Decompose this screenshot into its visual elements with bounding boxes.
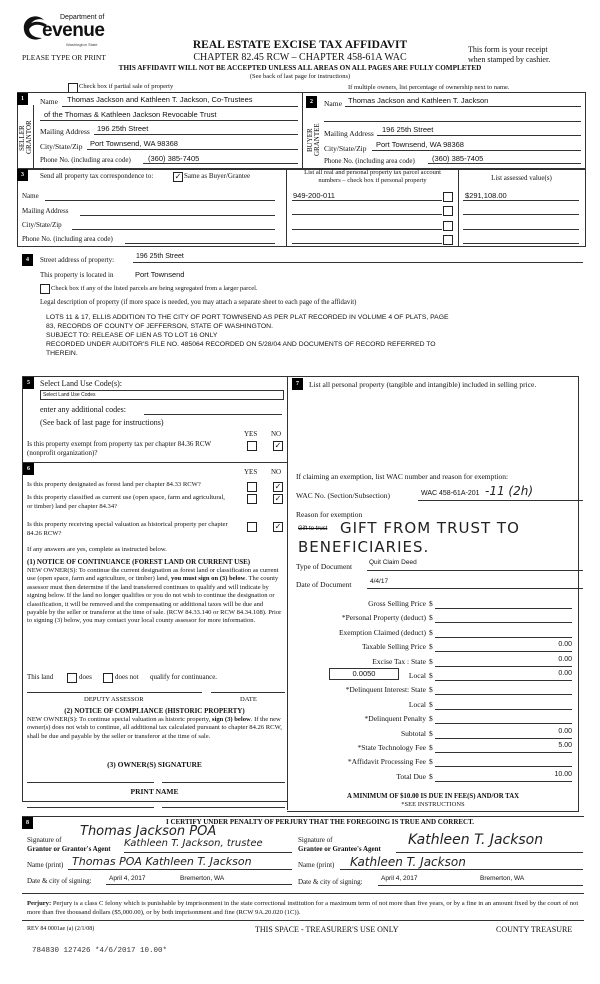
dor-logo	[22, 12, 112, 52]
fee-value[interactable]: 0.00	[435, 670, 572, 681]
fee-row	[290, 698, 584, 712]
seller-label: SELLER	[18, 125, 26, 151]
perjury-notice	[27, 899, 587, 917]
fee-label: Total Due	[396, 771, 426, 781]
grantee-date[interactable]: April 4, 2017	[381, 875, 418, 882]
personal-property-checkbox[interactable]	[443, 235, 453, 245]
exemption-label: If claiming an exemption, list WAC number and reason for exemption:	[296, 472, 509, 481]
form-subtitle: CHAPTER 82.45 RCW – CHAPTER 458-61A WAC	[193, 52, 407, 63]
grantee-date-underline	[378, 885, 583, 886]
completion-warning: THIS AFFIDAVIT WILL NOT BE ACCEPTED UNLESS ALL AREAS ON ALL PAGES ARE FULLY COMPLETED	[118, 64, 482, 72]
does-not-checkbox[interactable]	[103, 673, 113, 683]
land-use-select-value: Select Land Use Codes	[43, 392, 96, 398]
grantor-label: GRANTOR	[25, 120, 33, 154]
assessed-value[interactable]: $291,108.00	[465, 191, 507, 200]
fee-row	[290, 597, 584, 611]
grantee-signature-line	[396, 852, 583, 853]
grantor-city[interactable]: Bremerton, WA	[180, 875, 225, 882]
section-7-badge: 7	[292, 378, 303, 390]
land-use-label: Select Land Use Code(s):	[40, 379, 122, 388]
instructions-note: (See back of last page for instructions)	[249, 73, 351, 80]
grantee-city[interactable]: Bremerton, WA	[480, 875, 525, 882]
s8-top-rule	[22, 816, 584, 817]
print-name-line-2[interactable]	[162, 807, 285, 808]
legal-line: SUBJECT TO: RELEASE OF LIEN AS TO LOT 16 ONLY	[46, 332, 218, 339]
section-4-badge: 4	[22, 254, 33, 266]
fee-label: Exemption Claimed (deduct)	[338, 627, 426, 637]
no-header: NO	[271, 430, 282, 438]
seller-mailing[interactable]: 196 25th Street	[97, 124, 149, 133]
buyer-city-underline	[372, 150, 581, 151]
fee-currency: $	[429, 757, 433, 767]
buyer-mailing-underline	[377, 135, 581, 136]
fee-value[interactable]	[435, 598, 572, 609]
fee-currency: $	[429, 771, 433, 781]
seller-name2-underline	[40, 120, 298, 121]
section-2-badge: 2	[306, 96, 317, 108]
s3-city-label: City/State/Zip	[22, 221, 62, 229]
wac-label: WAC No. (Section/Subsection)	[296, 491, 390, 500]
treasurer-use-label: THIS SPACE - TREASURER'S USE ONLY	[255, 925, 399, 934]
continuance-text	[27, 567, 283, 626]
additional-codes-label: enter any additional codes:	[40, 405, 126, 414]
fee-label: Subtotal	[400, 728, 426, 738]
segregated-label: Check box if any of the listed parcels are being segregated from a larger parcel.	[51, 285, 258, 292]
street-address-underline	[133, 262, 583, 263]
forest-no-checkbox[interactable]: ✓	[274, 482, 282, 491]
continuance-title: (1) NOTICE OF CONTINUANCE (FOREST LAND OR CURRENT USE)	[27, 558, 251, 566]
deputy-assessor-label: DEPUTY ASSESSOR	[84, 696, 144, 703]
buyer-name-line1[interactable]: Thomas Jackson and Kathleen T. Jackson	[348, 96, 489, 105]
treasurer-stamp: 784830 127426 *4/6/2017 10.00*	[32, 947, 168, 955]
fee-label: *Personal Property (deduct)	[341, 613, 426, 623]
street-address-label: Street address of property:	[40, 256, 115, 264]
doc-type-underline	[367, 570, 583, 571]
located-in-label: This property is located in	[40, 271, 114, 279]
forest-yes-checkbox[interactable]	[247, 482, 257, 492]
seller-mailing-underline	[94, 134, 298, 135]
print-name-line[interactable]	[27, 807, 154, 808]
buyer-phone[interactable]: (360) 385-7405	[432, 154, 484, 163]
grantor-name-print[interactable]: Thomas POA Kathleen T. Jackson	[72, 855, 252, 868]
section-1-badge: 1	[17, 93, 28, 105]
section-divider	[302, 92, 303, 169]
county-treasurer-label: COUNTY TREASURE	[496, 925, 573, 934]
grantor-name-underline	[68, 869, 292, 870]
buyer-name2-underline	[324, 121, 581, 122]
legal-description[interactable]	[46, 313, 449, 358]
legal-line: RECORDED UNDER AUDITOR'S FILE NO. 485064 RECORDED ON 5/28/04 AND DOCUMENTS OF RECORD REFERRED TO	[46, 341, 436, 348]
logo-main-text: evenue	[42, 20, 105, 41]
additional-codes-input[interactable]	[144, 414, 282, 415]
fee-value[interactable]	[435, 699, 572, 710]
fee-currency: $	[429, 699, 433, 709]
buyer-mailing[interactable]: 196 25th Street	[382, 125, 434, 134]
fee-row	[290, 655, 584, 669]
s8-bottom-rule	[22, 893, 584, 894]
perjury-text: Perjury is a class C felony which is punishable by imprisonment in the state correctional institution for a maximum term of not more than five years, or by a fine in an amount fixed by the court of not more than five thousand dollars ($5,000.00), or by both imprisonment and fine (RCW 9A.20.020 (1C)).	[27, 900, 579, 916]
assessed-underline[interactable]	[463, 214, 579, 215]
grantee-name-print-label: Name (print)	[298, 861, 335, 869]
buyer-city-label: City/State/Zip	[324, 144, 367, 153]
seller-name-line2[interactable]: of the Thomas & Kathleen Jackson Revocable Trust	[44, 110, 217, 119]
same-as-buyer-checkbox[interactable]: ✓	[174, 172, 182, 181]
grantor-date[interactable]: April 4, 2017	[109, 875, 146, 882]
print-name-label: PRINT NAME	[130, 787, 179, 796]
fee-row	[290, 755, 584, 769]
parcel-number[interactable]: 949-200-011	[293, 191, 335, 200]
s3-mailing-underline[interactable]	[80, 215, 275, 216]
segregated-checkbox[interactable]	[40, 284, 50, 294]
fee-row	[290, 741, 584, 755]
reason-label: Reason for exemption	[296, 510, 363, 519]
owner-signature-line[interactable]	[27, 782, 154, 783]
please-type-label: PLEASE TYPE OR PRINT	[22, 53, 106, 62]
fee-label: Local	[408, 699, 426, 709]
street-address[interactable]: 196 25th Street	[136, 253, 184, 260]
grantee-name-underline	[340, 869, 583, 870]
grantee-name-print[interactable]: Kathleen T. Jackson	[350, 855, 466, 869]
assessed-underline[interactable]	[463, 229, 579, 230]
does-label: does	[79, 673, 92, 681]
assessed-underline	[463, 200, 579, 201]
legal-line: LOTS 11 & 17, ELLIS ADDITION TO THE CITY OF PORT TOWNSEND AS PER PLAT RECORDED IN VOLUME 4 OF PLATS, PAGE	[46, 314, 449, 321]
reason-handwritten[interactable]: GIFT FROM TRUST TO BENEFICIARIES.	[298, 519, 520, 556]
buyer-label: BUYER	[306, 128, 314, 152]
fee-value[interactable]	[435, 756, 572, 767]
grantee-agent-label: Grantee or Grantee's Agent	[298, 845, 381, 853]
exempt-question: Is this property exempt from property tax per chapter 84.36 RCW (nonprofit organization)?	[27, 440, 211, 457]
seller-phone-underline	[143, 163, 298, 164]
local-rate-box[interactable]	[329, 668, 399, 680]
buyer-phone-underline	[428, 163, 581, 164]
compliance-text	[27, 716, 283, 741]
grantor-signature-1[interactable]: Thomas Jackson POA	[80, 824, 217, 839]
certify-statement: I CERTIFY UNDER PENALTY OF PERJURY THAT THE FOREGOING IS TRUE AND CORRECT.	[165, 818, 474, 826]
fee-value[interactable]	[435, 713, 572, 724]
historic-yes-checkbox[interactable]	[247, 522, 257, 532]
fee-currency: $	[429, 613, 433, 623]
grantor-date-underline	[106, 884, 292, 885]
parcel-underline[interactable]	[292, 214, 442, 215]
personal-property-checkbox[interactable]	[443, 221, 453, 231]
s3-city-underline[interactable]	[72, 229, 275, 230]
s3-name-underline[interactable]	[45, 200, 275, 201]
receipt-note-1: This form is your receipt	[468, 45, 548, 54]
does-checkbox[interactable]	[67, 673, 77, 683]
fee-label: Gross Selling Price	[368, 599, 426, 608]
logo-top-text: Department of	[60, 14, 105, 21]
fee-row	[290, 727, 584, 741]
current-use-yes-checkbox[interactable]	[247, 494, 257, 504]
fee-value[interactable]: 5.00	[435, 742, 572, 753]
buyer-side-label	[306, 118, 320, 166]
if-yes-note: If any answers are yes, complete as instructed below.	[27, 546, 167, 553]
s3-mailing-label: Mailing Address	[22, 207, 69, 215]
this-land-label: This land	[27, 673, 54, 681]
seller-mailing-label: Mailing Address	[40, 127, 90, 136]
doc-type-label: Type of Document	[296, 562, 353, 571]
fee-currency: $	[429, 599, 433, 608]
exempt-yes-checkbox[interactable]	[247, 441, 257, 451]
grantor-date-city-label: Date & city of signing:	[27, 877, 92, 885]
footer-rule	[22, 920, 584, 921]
assessor-date-line[interactable]	[211, 692, 285, 693]
grantor-agent-label: Grantor or Grantor's Agent	[27, 845, 111, 853]
partial-sale-label: Check box if partial sale of property	[79, 83, 174, 90]
fee-currency: $	[429, 728, 433, 738]
compliance-text-b: . If the new owner(s) does not wish to continue, all additional tax calculated pursuant to chapter 84.26 RCW, shall be due and payable by the seller or transferor at the time of sale.	[27, 716, 282, 740]
historic-no-checkbox[interactable]: ✓	[274, 522, 282, 531]
s6-yes-header: YES	[244, 468, 258, 476]
grantor-sig-of-label: Signature of	[27, 836, 62, 844]
fee-label: Excise Tax : State	[372, 656, 426, 666]
legal-line: 83, RECORDS OF COUNTY OF JEFFERSON, STATE OF WASHINGTON.	[46, 323, 273, 330]
doc-date[interactable]: 4/4/17	[370, 578, 389, 585]
fee-currency: $	[429, 714, 433, 724]
fee-value[interactable]	[435, 684, 572, 695]
seller-city-label: City/State/Zip	[40, 142, 83, 151]
buyer-name-underline	[345, 106, 581, 107]
section-6-badge: 6	[23, 463, 34, 475]
perjury-bold: Perjury:	[27, 900, 52, 907]
grantee-sig-of-label: Signature of	[298, 836, 333, 844]
fee-row	[290, 683, 584, 697]
receipt-note-2: when stamped by cashier.	[468, 55, 551, 64]
fee-label: *Delinquent Interest: State	[345, 685, 426, 695]
s3-phone-label: Phone No. (including area code)	[22, 235, 113, 243]
forest-land-question: Is this property designated as forest land per chapter 84.33 RCW?	[27, 481, 201, 488]
seller-phone[interactable]: (360) 385-7405	[148, 154, 200, 163]
continuance-text-a: NEW OWNER(S): To continue the current designation as forest land or classification as current use (open space, farm and agriculture, or timber) land,	[27, 567, 279, 583]
grantor-signature-line	[124, 852, 292, 853]
grantee-date-city-label: Date & city of signing:	[298, 878, 363, 886]
compliance-text-a: NEW OWNER(S): To continue special valuation as historic property,	[27, 716, 212, 723]
date-label: DATE	[240, 696, 257, 703]
fee-currency: $	[429, 656, 433, 666]
same-as-buyer-label: Same as Buyer/Grantee	[184, 172, 251, 180]
see-instructions: *SEE INSTRUCTIONS	[401, 801, 465, 808]
fee-label: Local	[408, 671, 426, 680]
seller-phone-label: Phone No. (including area code)	[40, 156, 131, 164]
parcel-underline[interactable]	[292, 229, 442, 230]
fee-value[interactable]	[435, 612, 572, 623]
current-use-question: Is this property classified as current use (open space, farm and agricultural, or timber) land per chapter 84.34?	[27, 494, 225, 510]
s5-6-divider	[22, 462, 287, 463]
buyer-phone-label: Phone No. (including area code)	[324, 157, 415, 165]
parcel-underline	[292, 200, 442, 201]
see-back-note: (See back of last page for instructions)	[40, 418, 164, 427]
minimum-note: A MINIMUM OF $10.00 IS DUE IN FEE(S) AND/OR TAX	[346, 793, 520, 800]
assessed-header: List assessed value(s)	[491, 174, 552, 182]
send-correspondence-label: Send all property tax correspondence to:	[40, 172, 154, 180]
fee-row	[290, 640, 584, 654]
doc-date-underline	[367, 588, 583, 589]
owner-signature-line-2[interactable]	[162, 782, 285, 783]
fee-value[interactable]: 0.00	[435, 656, 572, 667]
doc-date-label: Date of Document	[296, 580, 352, 589]
grantee-label: GRANTEE	[313, 123, 321, 157]
parcel-underline[interactable]	[292, 243, 442, 244]
fee-row	[290, 611, 584, 625]
fee-label: *Affidavit Processing Fee	[347, 757, 426, 767]
fee-row	[290, 626, 584, 640]
assessed-underline[interactable]	[463, 243, 579, 244]
grantor-signature-2[interactable]: Kathleen T. Jackson, trustee	[124, 838, 263, 849]
seller-name-line1[interactable]: Thomas Jackson and Kathleen T. Jackson, Co-Trustees	[67, 95, 253, 104]
wac-underline	[418, 500, 583, 501]
personal-property-checkbox[interactable]	[443, 206, 453, 216]
section-3-badge: 3	[17, 169, 28, 181]
parcel-header-1: List all real and personal property tax parcel account	[304, 169, 441, 176]
wac-handwritten: -11 (2h)	[485, 484, 534, 498]
section-8-badge: 8	[22, 817, 33, 829]
exempt-no-checkbox[interactable]: ✓	[274, 441, 282, 450]
wac-value[interactable]: WAC 458-61A-201	[421, 490, 480, 497]
form-number: REV 84 0001ae (a) (2/1/08)	[27, 926, 95, 932]
owner-signature-label: (3) OWNER(S) SIGNATURE	[107, 760, 202, 769]
grantee-signature[interactable]: Kathleen T. Jackson	[408, 832, 544, 848]
seller-city[interactable]: Port Townsend, WA 98368	[90, 139, 178, 148]
s3-name-label: Name	[22, 192, 39, 200]
reason-struck: Gift to trust	[298, 526, 328, 532]
compliance-bold: sign (3) below	[211, 716, 251, 723]
section-5-badge: 5	[23, 377, 34, 389]
fee-value[interactable]: 0.00	[435, 728, 572, 739]
fee-label: Taxable Selling Price	[361, 642, 426, 652]
fee-row	[290, 712, 584, 726]
doc-type[interactable]: Quit Claim Deed	[369, 559, 417, 566]
fee-label: *State Technology Fee	[357, 743, 426, 752]
legal-description-label: Legal description of property (if more space is needed, you may attach a separate sheet to each page of the affidavit)	[40, 299, 357, 306]
fee-row	[290, 770, 584, 784]
s6-no-header: NO	[271, 468, 282, 476]
seller-side-label	[17, 105, 34, 168]
grantor-name-print-label: Name (print)	[27, 861, 64, 869]
compliance-title: (2) NOTICE OF COMPLIANCE (HISTORIC PROPERTY)	[64, 707, 245, 715]
seller-name-underline	[62, 106, 298, 107]
form-title: REAL ESTATE EXCISE TAX AFFIDAVIT	[192, 39, 408, 51]
continuance-text-b: . The county assessor must then determine if the land transferred continues to qualify and will indicate by signing below. If the land no longer qualifies or you do not wish to continue the designation or classification, it will be removed and the compensating or additional taxes will be due and payable by the seller or transferor at the time of sale. (RCW 84.33.140 or RCW 84.34.108). Prior to signing (3) below, you may contact your local county assessor for more information.	[27, 575, 282, 625]
fee-currency: $	[429, 743, 433, 752]
located-in[interactable]: Port Townsend	[135, 270, 185, 279]
fee-value[interactable]: 10.00	[435, 771, 572, 782]
seller-city-underline	[87, 149, 298, 150]
fee-currency: $	[429, 642, 433, 652]
buyer-mailing-label: Mailing Address	[324, 129, 374, 138]
fee-label: *Delinquent Penalty	[364, 714, 426, 724]
fee-currency: $	[429, 685, 433, 695]
does-not-label: does not	[115, 673, 139, 681]
fee-currency: $	[429, 627, 433, 637]
s3-phone-underline[interactable]	[125, 243, 275, 244]
yes-header: YES	[244, 430, 258, 438]
fee-currency: $	[429, 671, 433, 680]
personal-property-label: List all personal property (tangible and intangible) included in selling price.	[309, 380, 537, 389]
historic-question: Is this property receiving special valuation as historical property per chapter 84.26 RCW?	[27, 521, 228, 537]
logo-sub-text: Washington State	[66, 42, 98, 47]
fee-value[interactable]: 0.00	[435, 641, 572, 652]
buyer-city[interactable]: Port Townsend, WA 98368	[376, 140, 464, 149]
qualify-label: qualify for continuance.	[150, 673, 218, 681]
parcel-header-2: numbers – check box if personal property	[318, 177, 427, 184]
local-rate-value: 0.0050	[352, 669, 376, 678]
buyer-name-label: Name	[324, 99, 342, 108]
seller-name-label: Name	[40, 97, 58, 106]
current-use-no-checkbox[interactable]: ✓	[274, 494, 282, 503]
continuance-bold: you must sign on (3) below	[170, 575, 246, 583]
fee-value[interactable]	[435, 627, 572, 638]
legal-line: THEREIN.	[46, 350, 78, 357]
multiple-owners-note: If multiple owners, list percentage of ownership next to name.	[348, 84, 510, 91]
land-use-select[interactable]	[40, 390, 284, 400]
personal-property-checkbox[interactable]	[443, 192, 453, 202]
deputy-assessor-signature-line[interactable]	[27, 692, 202, 693]
